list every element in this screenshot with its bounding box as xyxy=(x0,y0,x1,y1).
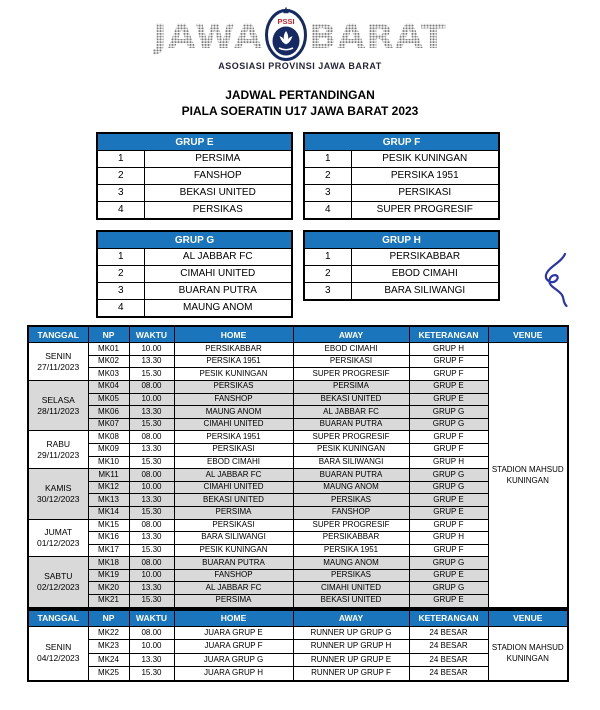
team-number-cell: 2 xyxy=(304,168,351,185)
keterangan-cell: GRUP F xyxy=(409,519,488,532)
group-table-grup-g xyxy=(96,230,293,318)
away-cell: PERSIKASI xyxy=(293,355,409,368)
home-cell: PESIK KUNINGAN xyxy=(174,544,293,557)
time-cell: 15.30 xyxy=(129,418,174,431)
column-header-away: AWAY xyxy=(293,610,409,627)
time-cell: 15.30 xyxy=(129,544,174,557)
np-cell: MK22 xyxy=(88,626,129,640)
column-header-keterangan: KETERANGAN xyxy=(409,326,488,343)
group-row xyxy=(304,168,499,185)
time-cell: 13.30 xyxy=(129,443,174,456)
away-cell: PESIK KUNINGAN xyxy=(293,443,409,456)
match-row xyxy=(28,406,568,419)
match-row xyxy=(28,456,568,469)
keterangan-cell: GRUP F xyxy=(409,544,488,557)
team-name-cell: PERSIMA xyxy=(144,151,292,168)
np-cell: MK05 xyxy=(88,393,129,406)
np-cell: MK17 xyxy=(88,544,129,557)
day-label: SABTU xyxy=(44,570,73,581)
match-row xyxy=(28,380,568,393)
column-header-home: HOME xyxy=(174,610,293,627)
team-number-cell: 4 xyxy=(97,202,144,220)
match-row xyxy=(28,343,568,356)
away-cell: BARA SILIWANGI xyxy=(293,456,409,469)
group-header-grup-e: GRUP E xyxy=(97,133,292,151)
team-number-cell: 2 xyxy=(97,168,144,185)
schedule-table-wrap xyxy=(27,325,600,608)
column-header-np: NP xyxy=(88,610,129,627)
pssi-badge-icon xyxy=(264,6,308,66)
home-cell: PERSIKA 1951 xyxy=(174,431,293,444)
date-label: 28/11/2023 xyxy=(37,405,80,416)
logo-text-jawa: JAWA xyxy=(153,18,263,57)
team-name-cell: PERSIKAS xyxy=(144,202,292,220)
keterangan-cell: GRUP E xyxy=(409,393,488,406)
match-row xyxy=(28,418,568,431)
np-cell: MK25 xyxy=(88,667,129,681)
match-row xyxy=(28,569,568,582)
np-cell: MK08 xyxy=(88,431,129,444)
np-cell: MK19 xyxy=(88,569,129,582)
keterangan-cell: GRUP E xyxy=(409,380,488,393)
team-name-cell: EBOD CIMAHI xyxy=(351,266,499,283)
group-row xyxy=(97,168,292,185)
home-cell: EBOD CIMAHI xyxy=(174,456,293,469)
np-cell: MK10 xyxy=(88,456,129,469)
badge-pssi-text: PSSI xyxy=(277,17,295,26)
keterangan-cell: GRUP E xyxy=(409,506,488,519)
time-cell: 13.30 xyxy=(129,582,174,595)
keterangan-cell: GRUP G xyxy=(409,481,488,494)
away-cell: MAUNG ANOM xyxy=(293,481,409,494)
group-row xyxy=(304,202,499,220)
home-cell: PERSIKA 1951 xyxy=(174,355,293,368)
np-cell: MK12 xyxy=(88,481,129,494)
match-row xyxy=(28,368,568,381)
away-cell: BUARAN PUTRA xyxy=(293,418,409,431)
column-header-home: HOME xyxy=(174,326,293,343)
time-cell: 10.00 xyxy=(129,569,174,582)
away-cell: BEKASI UNITED xyxy=(293,595,409,608)
home-cell: PERSIKABBAR xyxy=(174,343,293,356)
keterangan-cell: GRUP G xyxy=(409,557,488,570)
group-row xyxy=(304,185,499,202)
np-cell: MK23 xyxy=(88,640,129,654)
date-label: 30/12/2023 xyxy=(36,493,80,504)
time-cell: 13.30 xyxy=(129,355,174,368)
group-row xyxy=(304,283,499,301)
team-name-cell: PERSIKABBAR xyxy=(351,249,499,266)
keterangan-cell: 24 BESAR xyxy=(409,626,488,640)
jawa-barat-logo xyxy=(0,10,600,66)
np-cell: MK16 xyxy=(88,532,129,545)
column-header-away: AWAY xyxy=(293,326,409,343)
keterangan-cell: GRUP E xyxy=(409,595,488,608)
np-cell: MK01 xyxy=(88,343,129,356)
team-number-cell: 2 xyxy=(97,266,144,283)
team-name-cell: AL JABBAR FC xyxy=(144,249,292,266)
date-label: 02/12/2023 xyxy=(36,581,80,592)
team-number-cell: 3 xyxy=(304,283,351,301)
home-cell: PERSIKAS xyxy=(174,380,293,393)
home-cell: JUARA GRUP E xyxy=(174,626,293,640)
team-number-cell: 1 xyxy=(97,151,144,168)
away-cell: BUARAN PUTRA xyxy=(293,469,409,482)
time-cell: 10.00 xyxy=(129,343,174,356)
date-label: 27/11/2023 xyxy=(37,361,80,372)
home-cell: BUARAN PUTRA xyxy=(174,557,293,570)
match-row xyxy=(28,494,568,507)
date-cell xyxy=(28,343,88,381)
knockout-table-wrap xyxy=(27,609,600,682)
match-row xyxy=(28,653,568,667)
group-table-grup-f xyxy=(303,132,500,220)
day-label: RABU xyxy=(46,438,71,449)
column-header-waktu: WAKTU xyxy=(129,326,174,343)
keterangan-cell: GRUP F xyxy=(409,431,488,444)
group-table-grup-e xyxy=(96,132,293,220)
column-header-tanggal: TANGGAL xyxy=(28,610,88,627)
venue-cell: STADION MAHSUD KUNINGAN xyxy=(488,343,568,608)
match-row xyxy=(28,667,568,681)
time-cell: 15.30 xyxy=(129,368,174,381)
day-label: KAMIS xyxy=(45,482,72,493)
time-cell: 08.00 xyxy=(129,431,174,444)
team-name-cell: MAUNG ANOM xyxy=(144,300,292,318)
date-cell xyxy=(28,519,88,557)
match-row xyxy=(28,355,568,368)
home-cell: JUARA GRUP H xyxy=(174,667,293,681)
team-number-cell: 4 xyxy=(97,300,144,318)
logo-text-barat: BARAT xyxy=(308,18,447,57)
group-row xyxy=(304,249,499,266)
away-cell: SUPER PROGRESIF xyxy=(293,519,409,532)
home-cell: FANSHOP xyxy=(174,393,293,406)
title-line-1: JADWAL PERTANDINGAN xyxy=(225,88,375,102)
date-cell xyxy=(28,626,88,681)
day-label: JUMAT xyxy=(44,526,73,537)
team-name-cell: SUPER PROGRESIF xyxy=(351,202,499,220)
time-cell: 08.00 xyxy=(129,519,174,532)
home-cell: BEKASI UNITED xyxy=(174,494,293,507)
keterangan-cell: 24 BESAR xyxy=(409,653,488,667)
date-cell xyxy=(28,469,88,519)
time-cell: 10.00 xyxy=(129,393,174,406)
np-cell: MK03 xyxy=(88,368,129,381)
column-header-tanggal: TANGGAL xyxy=(28,326,88,343)
keterangan-cell: 24 BESAR xyxy=(409,667,488,681)
match-row xyxy=(28,481,568,494)
match-row xyxy=(28,469,568,482)
team-name-cell: PERSIKASI xyxy=(351,185,499,202)
np-cell: MK15 xyxy=(88,519,129,532)
date-label: 01/12/2023 xyxy=(36,537,80,548)
group-row xyxy=(97,283,292,300)
groups-grid xyxy=(96,132,500,318)
away-cell: PERSIKA 1951 xyxy=(293,544,409,557)
home-cell: JUARA GRUP F xyxy=(174,640,293,654)
match-row xyxy=(28,640,568,654)
team-number-cell: 1 xyxy=(97,249,144,266)
column-header-keterangan: KETERANGAN xyxy=(409,610,488,627)
keterangan-cell: GRUP F xyxy=(409,368,488,381)
keterangan-cell: GRUP F xyxy=(409,355,488,368)
np-cell: MK02 xyxy=(88,355,129,368)
team-name-cell: BEKASI UNITED xyxy=(144,185,292,202)
title-line-2: PIALA SOERATIN U17 JAWA BARAT 2023 xyxy=(181,103,419,118)
away-cell: RUNNER UP GRUP F xyxy=(293,667,409,681)
away-cell: PERSIKAS xyxy=(293,569,409,582)
home-cell: PESIK KUNINGAN xyxy=(174,368,293,381)
venue-cell: STADION MAHSUD KUNINGAN xyxy=(488,626,568,681)
group-table-grup-h xyxy=(303,230,500,301)
team-number-cell: 1 xyxy=(304,151,351,168)
team-name-cell: PESIK KUNINGAN xyxy=(351,151,499,168)
time-cell: 15.30 xyxy=(129,595,174,608)
match-row xyxy=(28,506,568,519)
match-row xyxy=(28,544,568,557)
date-label: 04/12/2023 xyxy=(36,653,80,664)
home-cell: CIMAHI UNITED xyxy=(174,418,293,431)
keterangan-cell: GRUP H xyxy=(409,532,488,545)
home-cell: JUARA GRUP G xyxy=(174,653,293,667)
match-row xyxy=(28,393,568,406)
match-row xyxy=(28,595,568,608)
keterangan-cell: GRUP F xyxy=(409,443,488,456)
np-cell: MK06 xyxy=(88,406,129,419)
away-cell: PERSIMA xyxy=(293,380,409,393)
np-cell: MK09 xyxy=(88,443,129,456)
group-row xyxy=(97,300,292,318)
team-name-cell: FANSHOP xyxy=(144,168,292,185)
time-cell: 08.00 xyxy=(129,626,174,640)
team-number-cell: 1 xyxy=(304,249,351,266)
pen-mark xyxy=(536,250,578,313)
day-label: SENIN xyxy=(45,642,72,653)
column-header-venue: VENUE xyxy=(488,610,568,627)
group-row xyxy=(97,151,292,168)
group-row xyxy=(304,266,499,283)
keterangan-cell: GRUP G xyxy=(409,582,488,595)
document-header xyxy=(0,0,600,71)
group-row xyxy=(97,202,292,220)
match-row xyxy=(28,582,568,595)
np-cell: MK18 xyxy=(88,557,129,570)
date-cell xyxy=(28,380,88,430)
away-cell: RUNNER UP GRUP G xyxy=(293,626,409,640)
team-number-cell: 3 xyxy=(97,185,144,202)
team-name-cell: CIMAHI UNITED xyxy=(144,266,292,283)
keterangan-cell: GRUP E xyxy=(409,569,488,582)
group-row xyxy=(97,185,292,202)
time-cell: 15.30 xyxy=(129,456,174,469)
column-header-waktu: WAKTU xyxy=(129,610,174,627)
away-cell: BEKASI UNITED xyxy=(293,393,409,406)
home-cell: FANSHOP xyxy=(174,569,293,582)
keterangan-cell: GRUP H xyxy=(409,343,488,356)
np-cell: MK24 xyxy=(88,653,129,667)
team-name-cell: PERSIKA 1951 xyxy=(351,168,499,185)
time-cell: 08.00 xyxy=(129,380,174,393)
away-cell: RUNNER UP GRUP E xyxy=(293,653,409,667)
team-number-cell: 3 xyxy=(97,283,144,300)
away-cell: AL JABBAR FC xyxy=(293,406,409,419)
association-subtitle: ASOSIASI PROVINSI JAWA BARAT xyxy=(218,61,382,71)
home-cell: AL JABBAR FC xyxy=(174,582,293,595)
date-cell xyxy=(28,431,88,469)
np-cell: MK11 xyxy=(88,469,129,482)
match-row xyxy=(28,443,568,456)
team-number-cell: 2 xyxy=(304,266,351,283)
time-cell: 13.30 xyxy=(129,653,174,667)
np-cell: MK07 xyxy=(88,418,129,431)
away-cell: PERSIKAS xyxy=(293,494,409,507)
match-row xyxy=(28,557,568,570)
day-label: SELASA xyxy=(41,394,75,405)
time-cell: 15.30 xyxy=(129,667,174,681)
home-cell: AL JABBAR FC xyxy=(174,469,293,482)
column-header-np: NP xyxy=(88,326,129,343)
home-cell: PERSIKASI xyxy=(174,443,293,456)
np-cell: MK13 xyxy=(88,494,129,507)
group-row xyxy=(304,151,499,168)
time-cell: 10.00 xyxy=(129,481,174,494)
away-cell: MAUNG ANOM xyxy=(293,557,409,570)
away-cell: PERSIKABBAR xyxy=(293,532,409,545)
team-name-cell: BUARAN PUTRA xyxy=(144,283,292,300)
np-cell: MK14 xyxy=(88,506,129,519)
match-row xyxy=(28,519,568,532)
match-row xyxy=(28,532,568,545)
np-cell: MK21 xyxy=(88,595,129,608)
time-cell: 08.00 xyxy=(129,469,174,482)
team-number-cell: 3 xyxy=(304,185,351,202)
team-number-cell: 4 xyxy=(304,202,351,220)
home-cell: MAUNG ANOM xyxy=(174,406,293,419)
away-cell: RUNNER UP GRUP H xyxy=(293,640,409,654)
keterangan-cell: GRUP G xyxy=(409,418,488,431)
date-label: 29/11/2023 xyxy=(37,449,80,460)
keterangan-cell: 24 BESAR xyxy=(409,640,488,654)
date-cell xyxy=(28,557,88,608)
day-label: SENIN xyxy=(45,350,72,361)
home-cell: PERSIMA xyxy=(174,595,293,608)
time-cell: 10.00 xyxy=(129,640,174,654)
away-cell: FANSHOP xyxy=(293,506,409,519)
group-header-grup-f: GRUP F xyxy=(304,133,499,151)
schedule-section xyxy=(27,325,600,681)
keterangan-cell: GRUP H xyxy=(409,456,488,469)
away-cell: SUPER PROGRESIF xyxy=(293,368,409,381)
time-cell: 13.30 xyxy=(129,406,174,419)
home-cell: PERSIKASI xyxy=(174,519,293,532)
team-name-cell: BARA SILIWANGI xyxy=(351,283,499,301)
group-row xyxy=(97,249,292,266)
group-header-grup-h: GRUP H xyxy=(304,231,499,249)
time-cell: 08.00 xyxy=(129,557,174,570)
np-cell: MK04 xyxy=(88,380,129,393)
time-cell: 15.30 xyxy=(129,506,174,519)
home-cell: BARA SILIWANGI xyxy=(174,532,293,545)
keterangan-cell: GRUP E xyxy=(409,494,488,507)
group-row xyxy=(97,266,292,283)
away-cell: CIMAHI UNITED xyxy=(293,582,409,595)
schedule-table xyxy=(27,325,569,608)
keterangan-cell: GRUP G xyxy=(409,469,488,482)
group-header-grup-g: GRUP G xyxy=(97,231,292,249)
time-cell: 13.30 xyxy=(129,532,174,545)
time-cell: 13.30 xyxy=(129,494,174,507)
away-cell: EBOD CIMAHI xyxy=(293,343,409,356)
match-row xyxy=(28,626,568,640)
home-cell: PERSIMA xyxy=(174,506,293,519)
match-row xyxy=(28,431,568,444)
document-title xyxy=(0,88,600,119)
keterangan-cell: GRUP G xyxy=(409,406,488,419)
np-cell: MK20 xyxy=(88,582,129,595)
column-header-venue: VENUE xyxy=(488,326,568,343)
knockout-table xyxy=(27,609,569,682)
away-cell: SUPER PROGRESIF xyxy=(293,431,409,444)
home-cell: CIMAHI UNITED xyxy=(174,481,293,494)
